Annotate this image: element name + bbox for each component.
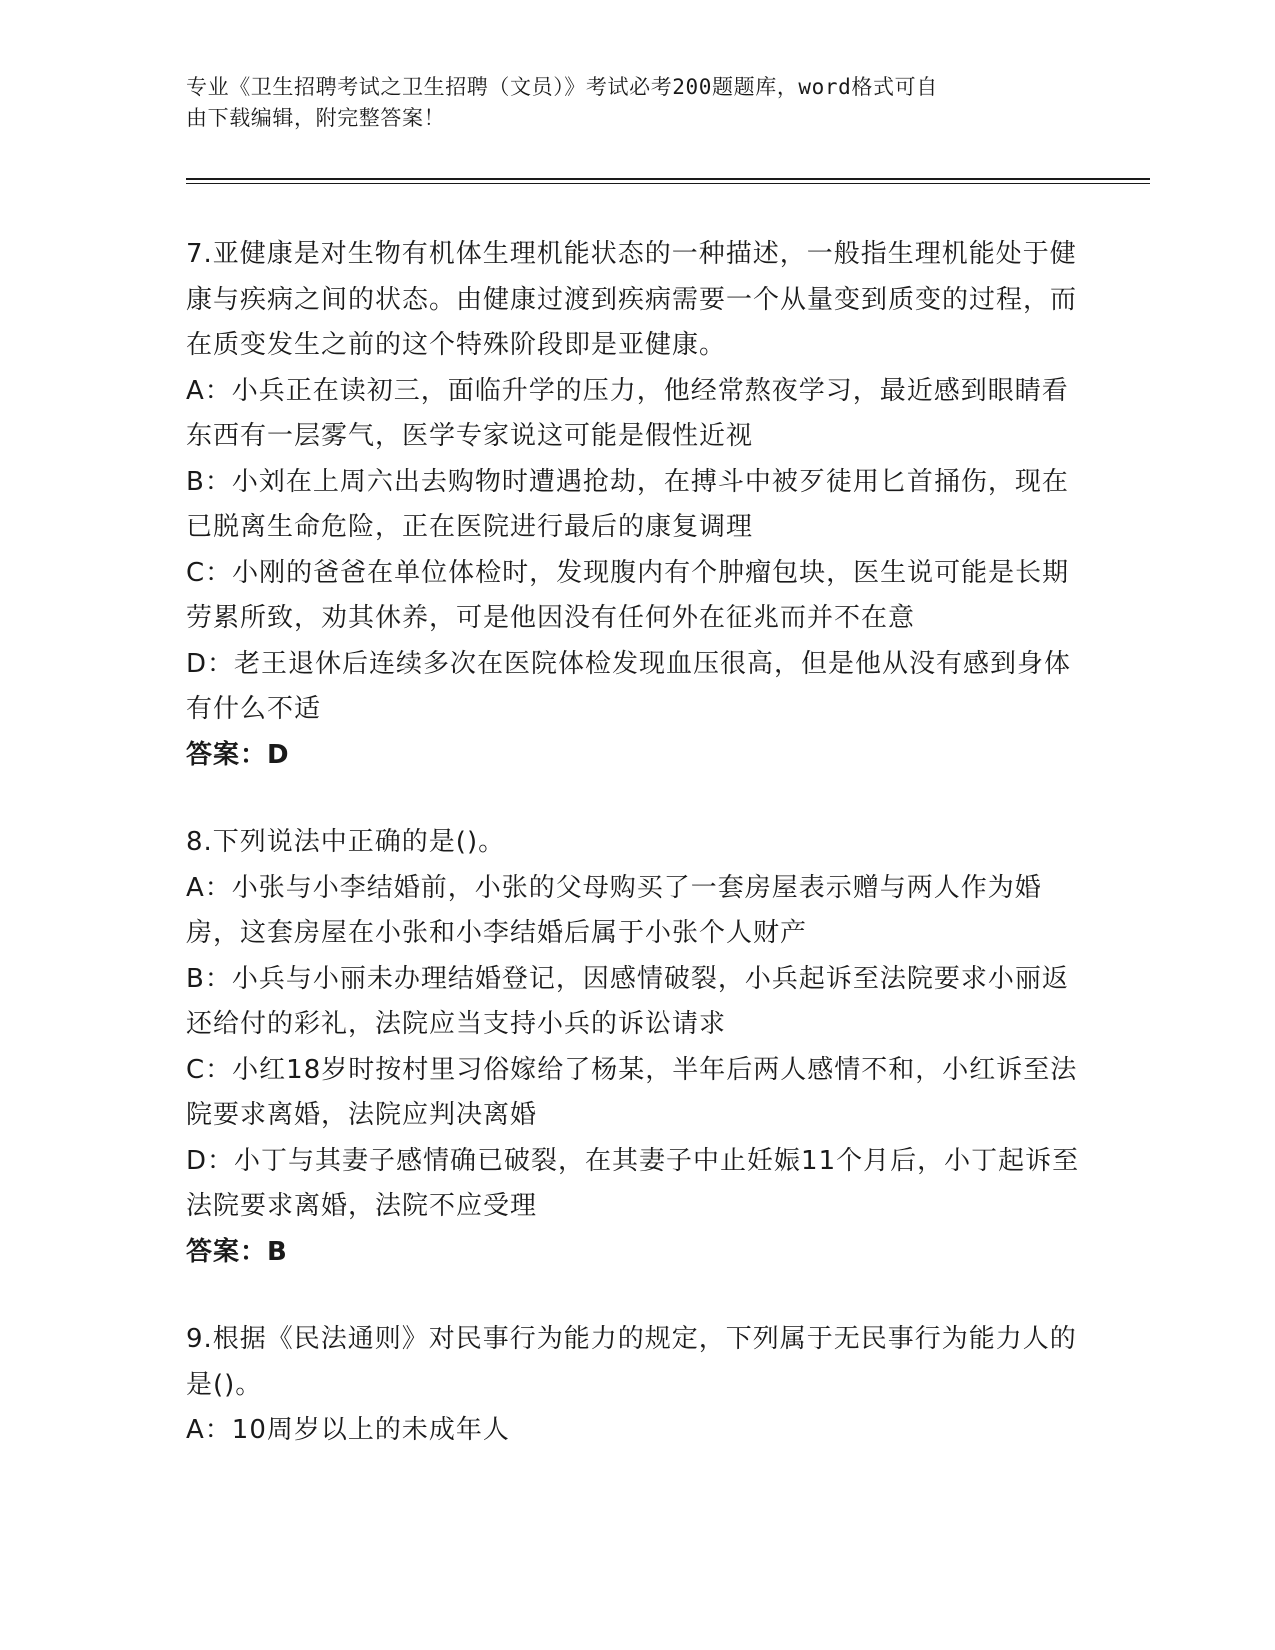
answer: 答案：B xyxy=(186,1236,288,1267)
question-stem: 9.根据《民法通则》对民事行为能力的规定，下列属于无民事行为能力人的是()。 xyxy=(186,1324,1077,1400)
option-c: C：小红18岁时按村里习俗嫁给了杨某，半年后两人感情不和，小红诉至法院要求离婚，法院应判决离婚 xyxy=(186,1054,1078,1130)
header-rule xyxy=(186,178,1150,180)
option-b: B：小兵与小丽未办理结婚登记，因感情破裂，小兵起诉至法院要求小丽返还给付的彩礼，法院应当支持小兵的诉讼请求 xyxy=(186,963,1069,1039)
header-rule-secondary xyxy=(186,183,1150,184)
option-d: D：小丁与其妻子感情确已破裂，在其妻子中止妊娠11个月后，小丁起诉至法院要求离婚，法院不应受理 xyxy=(186,1145,1080,1221)
header-line-2: 由下载编辑，附完整答案！ xyxy=(186,106,446,130)
option-c: C：小刚的爸爸在单位体检时，发现腹内有个肿瘤包块，医生说可能是长期劳累所致，劝其休养，可是他因没有任何外在征兆而并不在意 xyxy=(186,557,1070,633)
question-7 xyxy=(186,232,1086,778)
question-8 xyxy=(186,820,1086,1275)
option-d: D：老王退休后连续多次在医院体检发现血压很高，但是他从没有感到身体有什么不适 xyxy=(186,648,1072,724)
header-line-1: 专业《卫生招聘考试之卫生招聘（文员）》考试必考200题题库，word格式可自 xyxy=(186,75,938,99)
option-b: B：小刘在上周六出去购物时遭遇抢劫，在搏斗中被歹徒用匕首捅伤，现在已脱离生命危险，正在医院进行最后的康复调理 xyxy=(186,466,1069,542)
document-header xyxy=(186,72,1066,134)
option-a: A：小张与小李结婚前，小张的父母购买了一套房屋表示赠与两人作为婚房，这套房屋在小张和小李结婚后属于小张个人财产 xyxy=(186,872,1042,948)
question-list xyxy=(186,232,1086,1496)
question-stem: 8.下列说法中正确的是()。 xyxy=(186,827,506,857)
question-stem: 7.亚健康是对生物有机体生理机能状态的一种描述，一般指生理机能处于健康与疾病之间的状态。由健康过渡到疾病需要一个从量变到质变的过程，而在质变发生之前的这个特殊阶段即是亚健康。 xyxy=(186,239,1078,360)
answer: 答案：D xyxy=(186,739,290,770)
option-a: A：10周岁以上的未成年人 xyxy=(186,1415,510,1445)
question-9 xyxy=(186,1317,1086,1454)
option-a: A：小兵正在读初三，面临升学的压力，他经常熬夜学习，最近感到眼睛看东西有一层雾气，医学专家说这可能是假性近视 xyxy=(186,375,1069,451)
